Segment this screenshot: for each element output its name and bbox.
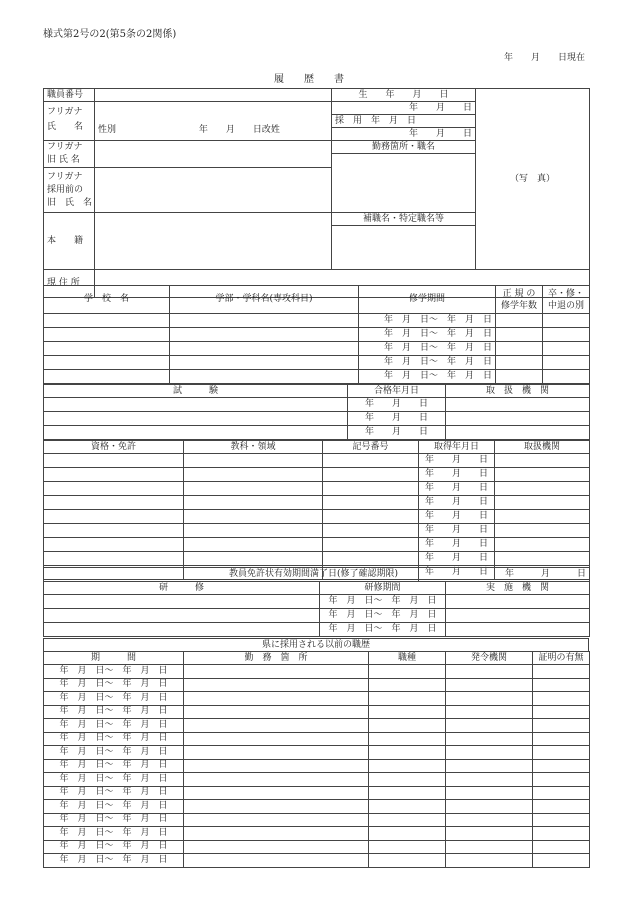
edu-header-faculty: 学部・学科名(専攻科目)	[170, 286, 359, 314]
edu-period-cell[interactable]: 年 月 日〜 年 月 日	[359, 370, 496, 384]
prior-workplace-cell[interactable]	[184, 813, 369, 827]
prior-appointer-cell[interactable]	[446, 773, 533, 787]
license-date-cell[interactable]: 年 月 日	[419, 566, 495, 580]
prior-appointer-cell[interactable]	[446, 840, 533, 854]
license-row	[44, 496, 590, 510]
edu-header-years: 正 規 の 修学年数	[496, 286, 543, 314]
edu-period-cell[interactable]: 年 月 日〜 年 月 日	[359, 328, 496, 342]
license-header-number: 記号番号	[323, 441, 419, 454]
page-title: 履 歴 書	[274, 74, 344, 85]
prior-proof-cell[interactable]	[533, 800, 590, 814]
birth-label: 生 年 月 日	[332, 89, 476, 102]
prior-workplace-cell[interactable]	[184, 732, 369, 746]
prior-period-cell[interactable]: 年 月 日〜 年 月 日	[44, 786, 184, 800]
license-subject-cell[interactable]	[184, 482, 323, 496]
prior-row	[44, 665, 590, 679]
training-name-cell[interactable]	[44, 623, 320, 637]
prior-proof-cell[interactable]	[533, 827, 590, 841]
edu-header-school: 学 校 名	[44, 286, 170, 314]
former-name-field[interactable]	[95, 141, 332, 168]
license-header-subject: 教科・領域	[184, 441, 323, 454]
name-label-cell	[44, 102, 95, 141]
edu-years-cell[interactable]	[496, 370, 543, 384]
license-number-cell[interactable]	[323, 524, 419, 538]
training-agency-cell[interactable]	[446, 595, 590, 609]
exam-agency-cell[interactable]	[446, 412, 590, 426]
prior-workplace-cell[interactable]	[184, 692, 369, 706]
license-number-cell[interactable]	[323, 468, 419, 482]
gender-label: 性別	[98, 125, 117, 135]
exam-agency-cell[interactable]	[446, 426, 590, 440]
training-row	[44, 623, 590, 637]
prior-header-appointer: 発令機関	[446, 652, 533, 665]
license-number-cell[interactable]	[323, 552, 419, 566]
prior-appointer-cell[interactable]	[446, 827, 533, 841]
license-header-date: 取得年月日	[419, 441, 495, 454]
prior-period-cell[interactable]: 年 月 日〜 年 月 日	[44, 678, 184, 692]
edu-status-cell[interactable]	[543, 314, 590, 328]
name-label: 氏 名	[47, 122, 84, 132]
prior-period-cell[interactable]: 年 月 日〜 年 月 日	[44, 800, 184, 814]
license-agency-cell[interactable]	[495, 538, 590, 552]
prior-proof-cell[interactable]	[533, 773, 590, 787]
exam-name-cell[interactable]	[44, 426, 348, 440]
prior-period-cell[interactable]: 年 月 日〜 年 月 日	[44, 759, 184, 773]
pre-hire-label-2: 旧 氏 名	[47, 197, 93, 208]
personal-table	[43, 88, 590, 298]
edu-school-cell[interactable]	[44, 370, 170, 384]
license-agency-cell[interactable]	[495, 468, 590, 482]
edu-years-cell[interactable]	[496, 356, 543, 370]
prior-row	[44, 705, 590, 719]
license-date-cell[interactable]: 年 月 日	[419, 468, 495, 482]
former-name-furigana-label: フリガナ	[47, 142, 83, 152]
license-agency-cell[interactable]	[495, 454, 590, 468]
exam-header-agency: 取 扱 機 関	[446, 385, 590, 398]
prior-proof-cell[interactable]	[533, 719, 590, 733]
prior-job-cell[interactable]	[369, 827, 446, 841]
education-row	[44, 328, 590, 342]
prior-job-cell[interactable]	[369, 665, 446, 679]
prior-workplace-cell[interactable]	[184, 827, 369, 841]
license-date-cell[interactable]: 年 月 日	[419, 496, 495, 510]
former-name-label-cell	[44, 141, 95, 168]
prior-row	[44, 678, 590, 692]
training-table	[43, 581, 590, 637]
prior-header-proof: 証明の有無	[533, 652, 590, 665]
prior-proof-cell[interactable]	[533, 705, 590, 719]
prior-workplace-cell[interactable]	[184, 719, 369, 733]
prior-job-cell[interactable]	[369, 705, 446, 719]
exams-table	[43, 384, 590, 440]
prior-workplace-cell[interactable]	[184, 665, 369, 679]
education-row	[44, 370, 590, 384]
prior-workplace-cell[interactable]	[184, 786, 369, 800]
domicile-field[interactable]	[95, 213, 332, 270]
license-expiry-date[interactable]: 年 月 日	[419, 568, 590, 582]
prior-job-cell[interactable]	[369, 719, 446, 733]
name-change-label: 年 月 日改姓	[198, 125, 280, 135]
exam-date-cell[interactable]: 年 月 日	[348, 412, 446, 426]
hire-date[interactable]: 年 月 日	[332, 128, 476, 141]
license-subject-cell[interactable]	[184, 496, 323, 510]
prior-workplace-cell[interactable]	[184, 705, 369, 719]
exam-date-cell[interactable]: 年 月 日	[348, 426, 446, 440]
exam-row	[44, 398, 590, 412]
training-row	[44, 609, 590, 623]
license-row	[44, 552, 590, 566]
name-field[interactable]	[95, 102, 332, 141]
prior-appointer-cell[interactable]	[446, 665, 533, 679]
prior-title-table	[43, 638, 589, 652]
license-agency-cell[interactable]	[495, 496, 590, 510]
prior-job-cell[interactable]	[369, 840, 446, 854]
license-row	[44, 468, 590, 482]
prior-proof-cell[interactable]	[533, 692, 590, 706]
prior-workplace-cell[interactable]	[184, 759, 369, 773]
edu-period-cell[interactable]: 年 月 日〜 年 月 日	[359, 342, 496, 356]
prior-workplace-cell[interactable]	[184, 800, 369, 814]
prior-period-cell[interactable]: 年 月 日〜 年 月 日	[44, 692, 184, 706]
photo-box[interactable]: （写 真）	[476, 89, 590, 270]
prior-period-cell[interactable]: 年 月 日〜 年 月 日	[44, 705, 184, 719]
prior-appointer-cell[interactable]	[446, 759, 533, 773]
address-label: 現 住 所	[44, 270, 95, 298]
education-row	[44, 342, 590, 356]
prior-job-cell[interactable]	[369, 692, 446, 706]
license-agency-cell[interactable]	[495, 524, 590, 538]
exam-date-cell[interactable]: 年 月 日	[348, 398, 446, 412]
prior-appointer-cell[interactable]	[446, 678, 533, 692]
prior-row	[44, 759, 590, 773]
aux-title-field[interactable]	[332, 226, 476, 270]
prior-section-title: 県に採用される以前の職歴	[44, 639, 589, 652]
license-subject-cell[interactable]	[184, 454, 323, 468]
license-date-cell[interactable]: 年 月 日	[419, 524, 495, 538]
training-name-cell[interactable]	[44, 609, 320, 623]
prior-job-cell[interactable]	[369, 732, 446, 746]
domicile-label: 本 籍	[44, 213, 95, 270]
prior-proof-cell[interactable]	[533, 759, 590, 773]
name-furigana-label: フリガナ	[47, 107, 83, 117]
prior-period-cell[interactable]: 年 月 日〜 年 月 日	[44, 827, 184, 841]
license-name-cell[interactable]	[44, 496, 184, 510]
prior-proof-cell[interactable]	[533, 840, 590, 854]
training-header-name: 研 修	[44, 582, 320, 595]
prior-proof-cell[interactable]	[533, 746, 590, 760]
license-subject-cell[interactable]	[184, 552, 323, 566]
edu-faculty-cell[interactable]	[170, 370, 359, 384]
prior-row	[44, 746, 590, 760]
pre-hire-label-cell	[44, 168, 95, 213]
as-of-date: 年 月 日現在	[504, 53, 586, 63]
license-name-cell[interactable]	[44, 552, 184, 566]
license-row	[44, 510, 590, 524]
prior-employment-table	[43, 651, 590, 868]
birth-date[interactable]: 年 月 日	[332, 102, 476, 115]
edu-faculty-cell[interactable]	[170, 356, 359, 370]
license-agency-cell[interactable]	[495, 552, 590, 566]
prior-workplace-cell[interactable]	[184, 746, 369, 760]
exam-header-date: 合格年月日	[348, 385, 446, 398]
education-row	[44, 356, 590, 370]
prior-row	[44, 827, 590, 841]
license-number-cell[interactable]	[323, 482, 419, 496]
edu-faculty-cell[interactable]	[170, 342, 359, 356]
prior-job-cell[interactable]	[369, 786, 446, 800]
license-agency-cell[interactable]	[495, 482, 590, 496]
prior-workplace-cell[interactable]	[184, 854, 369, 868]
training-header-agency: 実 施 機 関	[446, 582, 590, 595]
pre-hire-label-1: 採用前の	[47, 184, 84, 195]
prior-proof-cell[interactable]	[533, 854, 590, 868]
training-period-cell[interactable]: 年 月 日〜 年 月 日	[320, 595, 446, 609]
license-date-cell[interactable]: 年 月 日	[419, 538, 495, 552]
license-subject-cell[interactable]	[184, 524, 323, 538]
license-date-cell[interactable]: 年 月 日	[419, 552, 495, 566]
license-number-cell[interactable]	[323, 496, 419, 510]
prior-appointer-cell[interactable]	[446, 705, 533, 719]
prior-header-job: 職種	[369, 652, 446, 665]
education-table	[43, 285, 590, 384]
prior-row	[44, 732, 590, 746]
prior-workplace-cell[interactable]	[184, 840, 369, 854]
prior-job-cell[interactable]	[369, 759, 446, 773]
prior-proof-cell[interactable]	[533, 813, 590, 827]
form-id: 様式第2号の2(第5条の2関係)	[43, 29, 177, 40]
exam-row	[44, 426, 590, 440]
license-number-cell[interactable]	[323, 510, 419, 524]
prior-proof-cell[interactable]	[533, 678, 590, 692]
training-agency-cell[interactable]	[446, 623, 590, 637]
edu-years-cell[interactable]	[496, 328, 543, 342]
prior-row	[44, 692, 590, 706]
edu-school-cell[interactable]	[44, 342, 170, 356]
prior-proof-cell[interactable]	[533, 665, 590, 679]
edu-school-cell[interactable]	[44, 314, 170, 328]
pre-hire-furigana-label: フリガナ	[47, 171, 83, 182]
license-row	[44, 524, 590, 538]
training-name-cell[interactable]	[44, 595, 320, 609]
workplace-label: 勤務箇所・職名	[332, 141, 476, 154]
prior-row	[44, 719, 590, 733]
license-name-cell[interactable]	[44, 482, 184, 496]
license-date-cell[interactable]: 年 月 日	[419, 454, 495, 468]
prior-appointer-cell[interactable]	[446, 813, 533, 827]
prior-row	[44, 813, 590, 827]
edu-header-status: 卒・修・ 中退の別	[543, 286, 590, 314]
license-row	[44, 454, 590, 468]
prior-period-cell[interactable]: 年 月 日〜 年 月 日	[44, 719, 184, 733]
training-period-cell[interactable]: 年 月 日〜 年 月 日	[320, 609, 446, 623]
license-row	[44, 482, 590, 496]
license-subject-cell[interactable]	[184, 468, 323, 482]
edu-faculty-cell[interactable]	[170, 328, 359, 342]
prior-appointer-cell[interactable]	[446, 786, 533, 800]
prior-appointer-cell[interactable]	[446, 719, 533, 733]
prior-workplace-cell[interactable]	[184, 678, 369, 692]
license-name-cell[interactable]	[44, 468, 184, 482]
staff-no-field[interactable]	[95, 89, 332, 102]
staff-no-label: 職員番号	[44, 89, 95, 102]
edu-status-cell[interactable]	[543, 328, 590, 342]
exam-name-cell[interactable]	[44, 412, 348, 426]
license-name-cell[interactable]	[44, 510, 184, 524]
prior-row	[44, 854, 590, 868]
prior-header-period: 期 間	[44, 652, 184, 665]
prior-job-cell[interactable]	[369, 746, 446, 760]
pre-hire-name-field[interactable]	[95, 168, 332, 213]
edu-years-cell[interactable]	[496, 342, 543, 356]
license-date-cell[interactable]: 年 月 日	[419, 510, 495, 524]
edu-school-cell[interactable]	[44, 356, 170, 370]
training-period-cell[interactable]: 年 月 日〜 年 月 日	[320, 623, 446, 637]
license-name-cell[interactable]	[44, 454, 184, 468]
edu-school-cell[interactable]	[44, 328, 170, 342]
exam-header-name: 試 験	[44, 385, 348, 398]
aux-title-label: 補職名・特定職名等	[332, 213, 476, 226]
exam-agency-cell[interactable]	[446, 398, 590, 412]
license-subject-cell[interactable]	[184, 510, 323, 524]
workplace-field[interactable]	[332, 154, 476, 213]
prior-job-cell[interactable]	[369, 678, 446, 692]
license-subject-cell[interactable]	[184, 538, 323, 552]
edu-period-cell[interactable]: 年 月 日〜 年 月 日	[359, 314, 496, 328]
license-agency-cell[interactable]	[495, 510, 590, 524]
prior-row	[44, 773, 590, 787]
prior-appointer-cell[interactable]	[446, 854, 533, 868]
license-header-agency: 取扱機関	[495, 441, 590, 454]
prior-period-cell[interactable]: 年 月 日〜 年 月 日	[44, 732, 184, 746]
license-expiry-label: 教員免許状有効期間満了日(修了確認期限)	[44, 568, 419, 582]
education-row	[44, 314, 590, 328]
edu-status-cell[interactable]	[543, 370, 590, 384]
prior-period-cell[interactable]: 年 月 日〜 年 月 日	[44, 813, 184, 827]
prior-job-cell[interactable]	[369, 800, 446, 814]
prior-row	[44, 786, 590, 800]
edu-faculty-cell[interactable]	[170, 314, 359, 328]
prior-period-cell[interactable]: 年 月 日〜 年 月 日	[44, 840, 184, 854]
exam-name-cell[interactable]	[44, 398, 348, 412]
license-row	[44, 538, 590, 552]
prior-job-cell[interactable]	[369, 773, 446, 787]
prior-period-cell[interactable]: 年 月 日〜 年 月 日	[44, 665, 184, 679]
license-number-cell[interactable]	[323, 538, 419, 552]
prior-period-cell[interactable]: 年 月 日〜 年 月 日	[44, 773, 184, 787]
prior-appointer-cell[interactable]	[446, 732, 533, 746]
hire-date-label: 採 用 年 月 日	[332, 115, 476, 128]
prior-header-workplace: 勤 務 箇 所	[184, 652, 369, 665]
edu-header-period: 修学期間	[359, 286, 496, 314]
license-date-cell[interactable]: 年 月 日	[419, 482, 495, 496]
prior-job-cell[interactable]	[369, 854, 446, 868]
license-number-cell[interactable]	[323, 454, 419, 468]
licenses-table	[43, 440, 590, 580]
prior-job-cell[interactable]	[369, 813, 446, 827]
exam-row	[44, 412, 590, 426]
prior-row	[44, 840, 590, 854]
edu-status-cell[interactable]	[543, 342, 590, 356]
former-name-label: 旧 氏 名	[47, 155, 80, 165]
license-name-cell[interactable]	[44, 524, 184, 538]
prior-proof-cell[interactable]	[533, 786, 590, 800]
prior-workplace-cell[interactable]	[184, 773, 369, 787]
license-header-name: 資格・免許	[44, 441, 184, 454]
edu-period-cell[interactable]: 年 月 日〜 年 月 日	[359, 356, 496, 370]
training-row	[44, 595, 590, 609]
prior-appointer-cell[interactable]	[446, 746, 533, 760]
training-header-period: 研修期間	[320, 582, 446, 595]
license-expiry-table	[43, 567, 590, 582]
prior-appointer-cell[interactable]	[446, 800, 533, 814]
prior-period-cell[interactable]: 年 月 日〜 年 月 日	[44, 746, 184, 760]
edu-years-cell[interactable]	[496, 314, 543, 328]
prior-proof-cell[interactable]	[533, 732, 590, 746]
prior-appointer-cell[interactable]	[446, 692, 533, 706]
training-agency-cell[interactable]	[446, 609, 590, 623]
license-name-cell[interactable]	[44, 538, 184, 552]
edu-status-cell[interactable]	[543, 356, 590, 370]
prior-period-cell[interactable]: 年 月 日〜 年 月 日	[44, 854, 184, 868]
prior-row	[44, 800, 590, 814]
